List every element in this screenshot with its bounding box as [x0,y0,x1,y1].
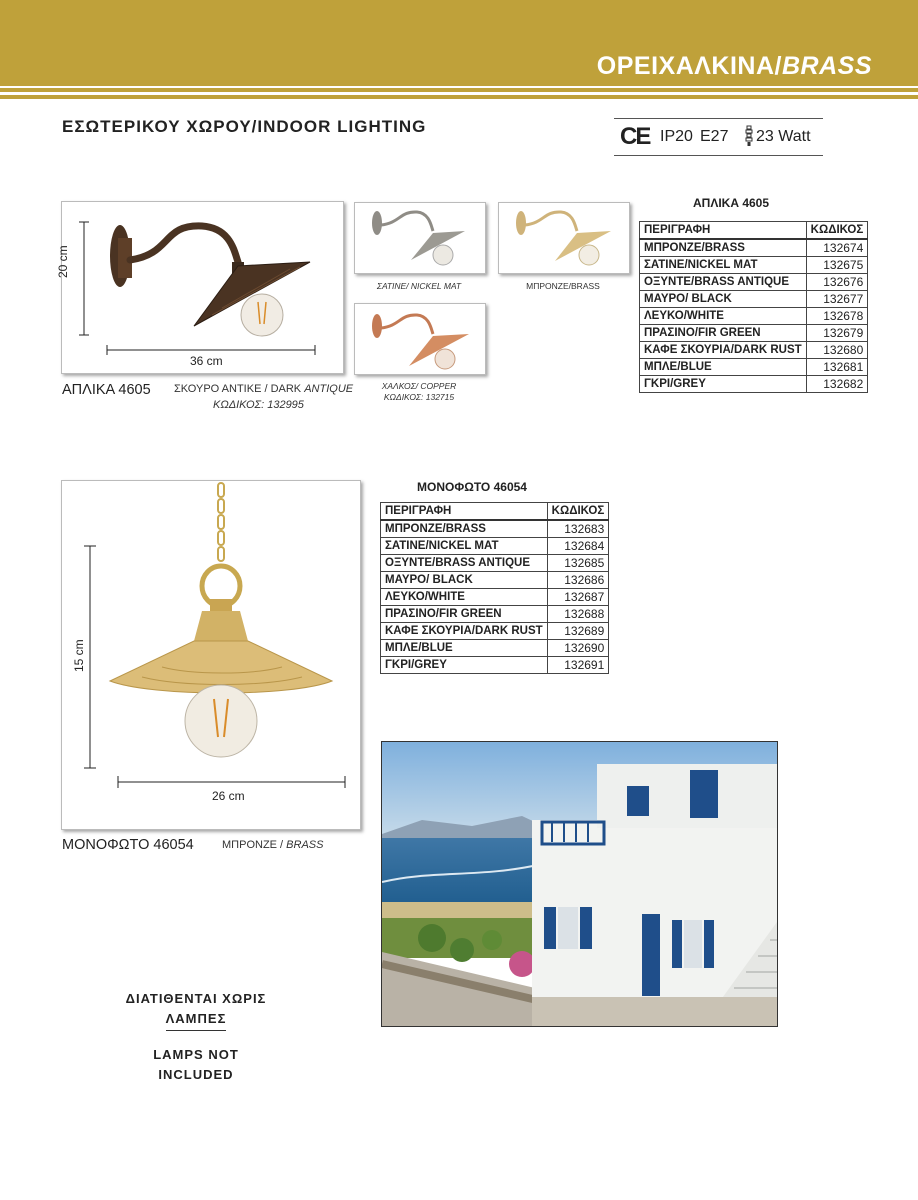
product-code: 132690 [547,640,609,657]
pendant-width: 26 cm [212,789,245,803]
specs-bar [614,118,823,156]
table-row [640,291,868,308]
table-row [381,572,609,589]
header-description: ΠΕΡΙΓΡΑΦΗ [381,503,548,521]
variant-nickel-photo [354,202,486,274]
table-row [381,606,609,623]
pendant-illustration [62,481,360,829]
product-description: ΓΚΡΙ/GREY [640,376,807,393]
pendant-code-table [380,502,609,674]
product-code: 132691 [547,657,609,674]
product-description: ΠΡΑΣΙΝΟ/FIR GREEN [640,325,807,342]
product-code: 132686 [547,572,609,589]
table-row [640,342,868,359]
pendant-height: 15 cm [72,639,86,672]
pendant-photo [61,480,361,830]
wall-lamp-name: ΑΠΛΙΚΑ 4605 [62,382,151,398]
product-description: ΠΡΑΣΙΝΟ/FIR GREEN [381,606,548,623]
product-description: ΛΕΥΚΟ/WHITE [381,589,548,606]
pendant-finish: ΜΠΡΟΝΖΕ / BRASS [222,839,324,851]
wattage: 23 Watt [756,128,811,145]
product-code: 132679 [806,325,868,342]
product-description: ΚΑΦΕ ΣΚΟΥΡΙΑ/DARK RUST [640,342,807,359]
table-row [381,520,609,538]
wall-lamp-illustration [62,202,343,373]
table-row [381,555,609,572]
lamps-not-included-english: LAMPS NOT INCLUDED [153,1047,239,1082]
bulb-icon [744,125,754,147]
header-rule [0,88,918,92]
scenic-photo [381,741,778,1027]
ce-mark: CE [620,123,650,150]
product-description: ΜΑΥΡΟ/ BLACK [640,291,807,308]
table-row [381,657,609,674]
product-code: 132676 [806,274,868,291]
product-code: 132689 [547,623,609,640]
variant-brass-photo [498,202,630,274]
product-code: 132677 [806,291,868,308]
table-header-row [381,503,609,521]
pendant-table-title: ΜΟΝΟΦΩΤΟ 46054 [417,480,527,494]
table-row [640,239,868,257]
table-row [381,640,609,657]
table-header-row [640,222,868,240]
table-row [381,623,609,640]
section-title: ΕΣΩΤΕΡΙΚΟΥ ΧΩΡΟΥ/INDOOR LIGHTING [62,117,427,136]
product-description: ΜΠΛΕ/BLUE [640,359,807,376]
variant-copper-photo [354,303,486,375]
variant-brass-label: ΜΠΡΟΝΖΕ/BRASS [526,281,600,291]
table-row [381,589,609,606]
product-code: 132681 [806,359,868,376]
product-code: 132684 [547,538,609,555]
ip-rating: IP20 [660,128,693,145]
product-description: ΟΞΥΝΤΕ/BRASS ANTIQUE [640,274,807,291]
header-code: ΚΩΔΙΚΟΣ [806,222,868,240]
header-rule [0,95,918,99]
table-row [640,359,868,376]
variant-copper-code: ΚΩΔΙΚΟΣ: 132715 [383,392,455,402]
socket-type: E27 [700,128,729,145]
product-description: ΜΑΥΡΟ/ BLACK [381,572,548,589]
table-row [381,538,609,555]
table-row [640,274,868,291]
product-code: 132682 [806,376,868,393]
header-code: ΚΩΔΙΚΟΣ [547,503,609,521]
product-code: 132674 [806,239,868,257]
wall-lamp-code: ΚΩΔΙΚΟΣ: 132995 [213,399,304,411]
pendant-name: ΜΟΝΟΦΩΤΟ 46054 [62,837,194,853]
product-description: ΓΚΡΙ/GREY [381,657,548,674]
wall-lamp-finish: ΣΚΟΥΡΟ ΑΝΤΙΚΕ / DARK ANTIQUE [174,383,354,395]
wall-lamp-photo [61,201,344,374]
table-row [640,257,868,274]
product-description: ΣΑΤΙΝΕ/NICKEL MAT [381,538,548,555]
product-code: 132685 [547,555,609,572]
table-row [640,308,868,325]
product-description: ΜΠΡΟΝΖΕ/BRASS [381,520,548,538]
product-description: ΛΕΥΚΟ/WHITE [640,308,807,325]
notice-divider [166,1030,226,1031]
variant-nickel-label: ΣΑΤΙΝΕ/ NICKEL MAT [376,281,462,291]
product-code: 132683 [547,520,609,538]
product-description: ΟΞΥΝΤΕ/BRASS ANTIQUE [381,555,548,572]
wall-lamp-width: 36 cm [190,354,223,368]
lamps-not-included-greek: ΔΙΑΤΙΘΕΝΤΑΙ ΧΩΡΙΣ ΛΑΜΠΕΣ [125,991,267,1026]
wall-lamp-height: 20 cm [56,245,70,278]
product-description: ΚΑΦΕ ΣΚΟΥΡΙΑ/DARK RUST [381,623,548,640]
product-code: 132680 [806,342,868,359]
wall-lamp-code-table [639,221,868,393]
product-code: 132678 [806,308,868,325]
product-code: 132687 [547,589,609,606]
product-code: 132688 [547,606,609,623]
product-description: ΜΠΛΕ/BLUE [381,640,548,657]
header-description: ΠΕΡΙΓΡΑΦΗ [640,222,807,240]
table-row [640,325,868,342]
wall-lamp-table-title: ΑΠΛΙΚΑ 4605 [692,196,770,210]
variant-copper-label: ΧΑΛΚΟΣ/ COPPER [381,381,457,391]
table-row [640,376,868,393]
product-description: ΣΑΤΙΝΕ/NICKEL MAT [640,257,807,274]
product-description: ΜΠΡΟΝΖΕ/BRASS [640,239,807,257]
page-title: ΟΡΕΙΧΑΛΚΙΝΑ/BRASS [596,52,872,80]
product-code: 132675 [806,257,868,274]
